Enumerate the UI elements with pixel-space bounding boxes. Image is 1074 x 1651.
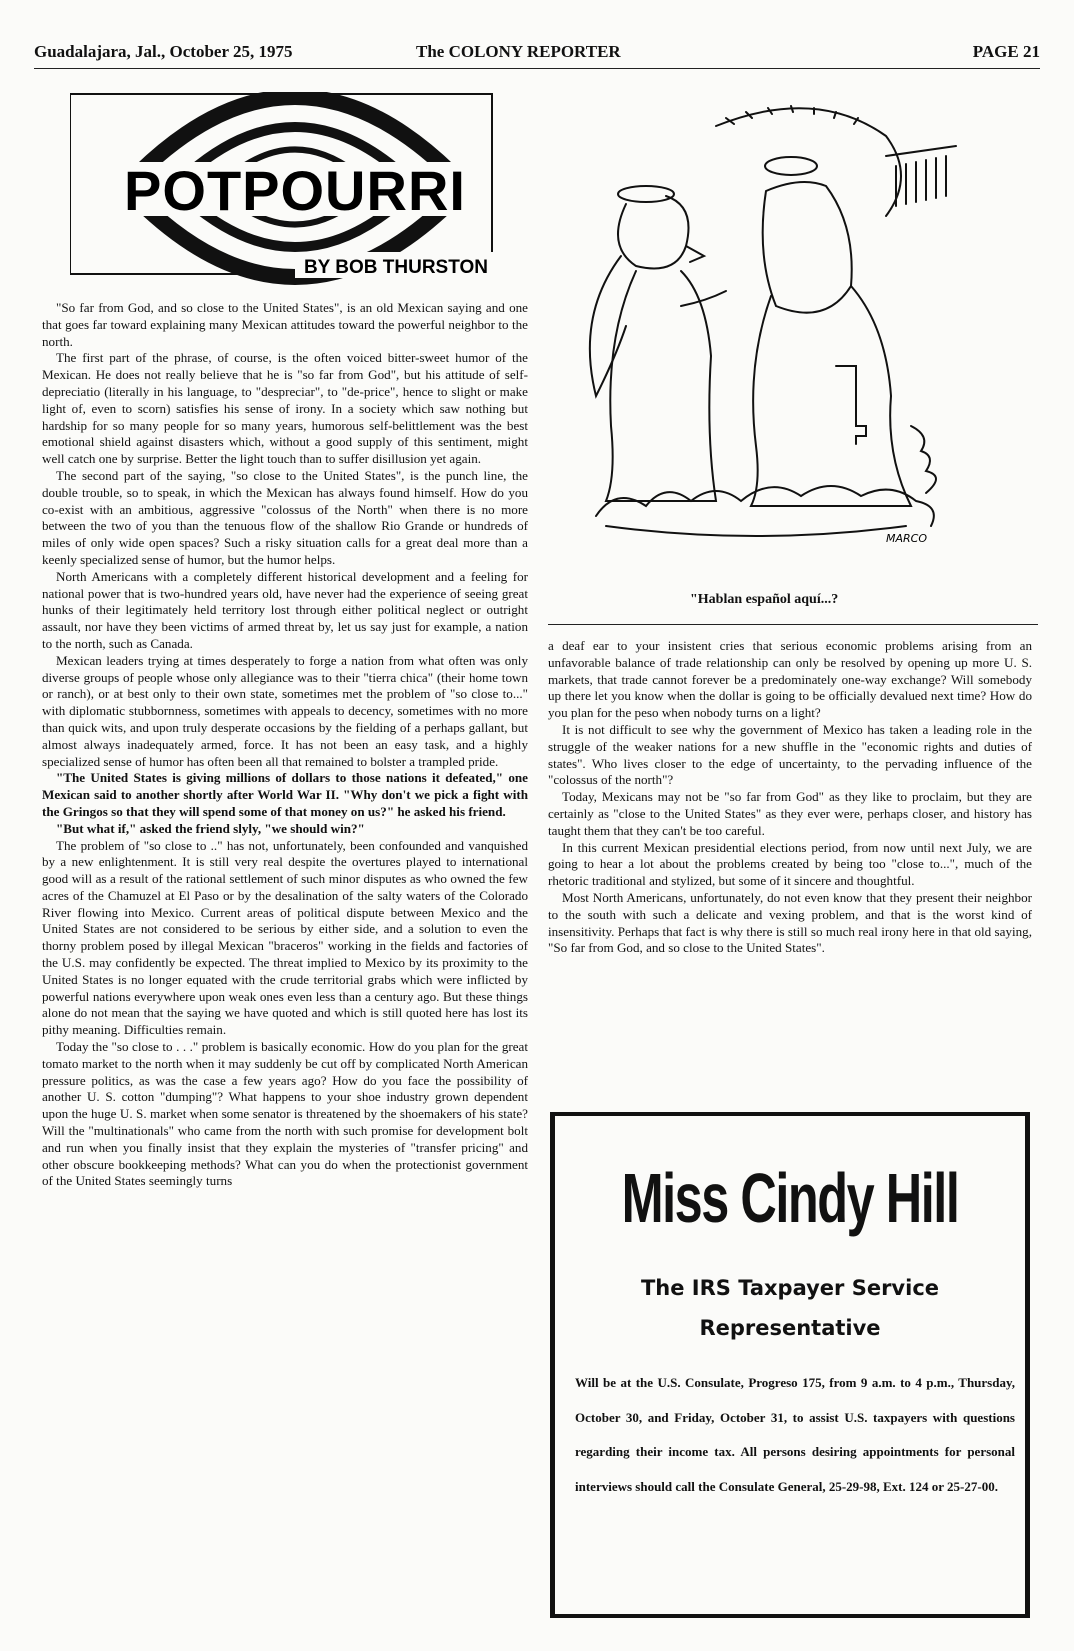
paper-name: The COLONY REPORTER bbox=[416, 42, 621, 61]
halo-icon bbox=[618, 186, 674, 202]
paragraph: a deaf ear to your insistent cries that serious economic problems arising from an unfavorable balance of trade relationship can only be resolved by opening up more U. S. markets, that trade cannot forever be a predominately one-way exchange? Will somebody up there let you know when the dollar is going to be officially devalued next time? How do you plan for the peso when nobody turns on a light? bbox=[548, 638, 1032, 721]
paragraph: "The United States is giving millions of dollars to those nations it defeated," one Mexican said to another shortly after World War II. "Why don't we pick a fight with the Gringos so that they will spend some of that money on us?" he asked his friend. bbox=[42, 770, 528, 819]
paragraph: "But what if," asked the friend slyly, "we should win?" bbox=[56, 820, 365, 836]
paragraph: In this current Mexican presidential elections period, from now until next July, we are going to hear a lot about the problems created by being too "close to...", much of the rhetoric traditional and stylized, but some of it sincere and thoughtful. bbox=[548, 839, 1032, 889]
paragraph: The second part of the saying, "so close to the United States", is the punch line, the double trouble, so to speak, in which the Mexican has always found himself. How do you co-exist with an ambitious, aggressive "colossus of the North" when there is no more between the two of you than the tenuous flow of the shallow Rio Grande or hundreds of miles of only wide open spaces? Such a risky situation calls for a great deal more than a keenly specialized sense of humor, but the humor helps. bbox=[42, 467, 528, 567]
paragraph: Mexican leaders trying at times desperately to forge a nation from what often was only diverse groups of people whose only allegiance was to their "tierra chica" (their home town or ranch), or at best only to their own state, sometimes met the problem of "so close to..." with diplomatic stubbornness, sometimes with appeals to decency, sometimes with no more than quick wits, and upon truly desperate occasions by the fielding of a perhaps gallant, but almost always inadequately armed, force. It has not been an easy task, and a highly specialized sense of humor has often been all that remained to bolster a trampled pride. bbox=[42, 652, 528, 769]
paragraph: The first part of the phrase, of course, is the often voiced bitter-sweet humor of the Mexican. He does not really believe that he is "so far from God", but his attitude of self-depreciatio (literally in his language, to "despreciar", to "de-price", hence to slight or make light of, even to scorn) satisfies his sense of irony. In a society which saw nothing but hardship for so many people for so many years, humorous self-belittlement was the best emotional shield against disasters which, without a good supply of this sentiment, might well catch one by surprise. Better the light touch than to suffer disillusion yet again. bbox=[42, 350, 528, 467]
paragraph: It is not difficult to see why the government of Mexico has taken a leading role in the struggle of the weaker nations for a new shuffle in the "economic rights and duties of states". Who lives closer to the edge of uncertainty, to the pervading influence of the "colossus of the north"? bbox=[548, 721, 1032, 788]
gate-arch-icon bbox=[716, 108, 901, 216]
dateline: Guadalajara, Jal., October 25, 1975 bbox=[34, 42, 293, 61]
cartoon-caption: "Hablan español aquí...? bbox=[690, 592, 839, 607]
potpourri-logo bbox=[70, 92, 530, 288]
angels-cartoon bbox=[586, 96, 1006, 586]
paragraph: Most North Americans, unfortunately, do not even know that they present their neighbor to the south with such a delicate and vexing problem, and that is the worst kind of insensitivity. Perhaps that fact is why there is still so much real irony here in that old saying, "So far from God, and so close to the United States". bbox=[548, 889, 1032, 956]
paragraph: North Americans with a completely different historical development and a feeling for national power that is two-hundred years old, have never had the experience of seeing great hunks of their legitimately held territory lost through either political neglect or outright assault, nor have they been victims of armed threat by, let us say just for example, a nation to the north, such as Canada. bbox=[42, 568, 528, 651]
ad-role: Representative bbox=[699, 1316, 881, 1340]
ad-headline: Miss Cindy Hill bbox=[621, 1159, 959, 1237]
halo-icon bbox=[765, 157, 817, 175]
page-number: PAGE 21 bbox=[972, 42, 1040, 61]
irs-advertisement bbox=[550, 1112, 1030, 1618]
byline: BY BOB THURSTON bbox=[303, 257, 488, 278]
page-header bbox=[34, 38, 1040, 69]
article-left-column bbox=[42, 300, 528, 1190]
ad-service: The IRS Taxpayer Service bbox=[640, 1276, 940, 1300]
paragraph: "So far from God, and so close to the United States", is an old Mexican saying and one that goes far toward explaining many Mexican attitudes toward the powerful neighbor to the north. bbox=[42, 300, 528, 349]
cartoonist-signature: MARCO bbox=[886, 532, 927, 545]
column-divider bbox=[548, 624, 1038, 625]
paragraph: Today the "so close to . . ." problem is basically economic. How do you plan for the great tomato market to the north when it may suddenly be cut off by complicated North American pressure politics, as was the case a few years ago? How do you face the possibility of another U. S. cotton "dumping"? What happens to your shoe industry grown dependent upon the huge U. S. market when some senator is threatened by the shoemakers of his state? Will the "multinationals" who came from the north with such promise for development bolt and run when you finally insist that they explain the mysteries of "transfer pricing" and other obscure bookkeeping methods? What can you do when the protectionist government of the United States seemingly turns bbox=[42, 1039, 528, 1189]
article-right-column bbox=[548, 638, 1032, 957]
column-title: POTPOURRI bbox=[124, 159, 466, 222]
ad-body: Will be at the U.S. Consulate, Progreso 175, from 9 a.m. to 4 p.m., Thursday, October 30, and Friday, October 31, to assist U.S. taxpayers with questions regarding their income tax. All persons desiring appointments for personal interviews should call the Consulate General, 25-29-98, Ext. 124 or 25-27-00. bbox=[575, 1375, 1015, 1494]
paragraph: The problem of "so close to .." has not, unfortunately, been confounded and vanquished by a new enlightenment. It is still very real despite the overtures played to international good will as a result of the rational settlement of such minor disputes as who owned the few acres of the Chamuzel at El Paso or by the desalination of the salty waters of the Colorado River flowing into Mexico. Current areas of political dispute between Mexico and the United States are not considered to be serious by either side, and a solution to even the thorny problem posed by illegal Mexican "braceros" working in the fields and factories of the U.S. may confidently be expected. The threat implied to Mexico by its proximity to the United States is no longer equated with the crude territorial grabs which were inflicted by powerful nations everywhere upon weak ones even less than a century ago. But these things alone do not mean that the saying we have quoted and which is still quoted here has lost its pithy meaning. Difficulties remain. bbox=[42, 837, 528, 1038]
paragraph: Today, Mexicans may not be "so far from God" as they like to proclaim, but they are certainly as "close to the United States" as they ever were, perhaps closer, and history has taught them that they can't be too careful. bbox=[548, 789, 1032, 838]
